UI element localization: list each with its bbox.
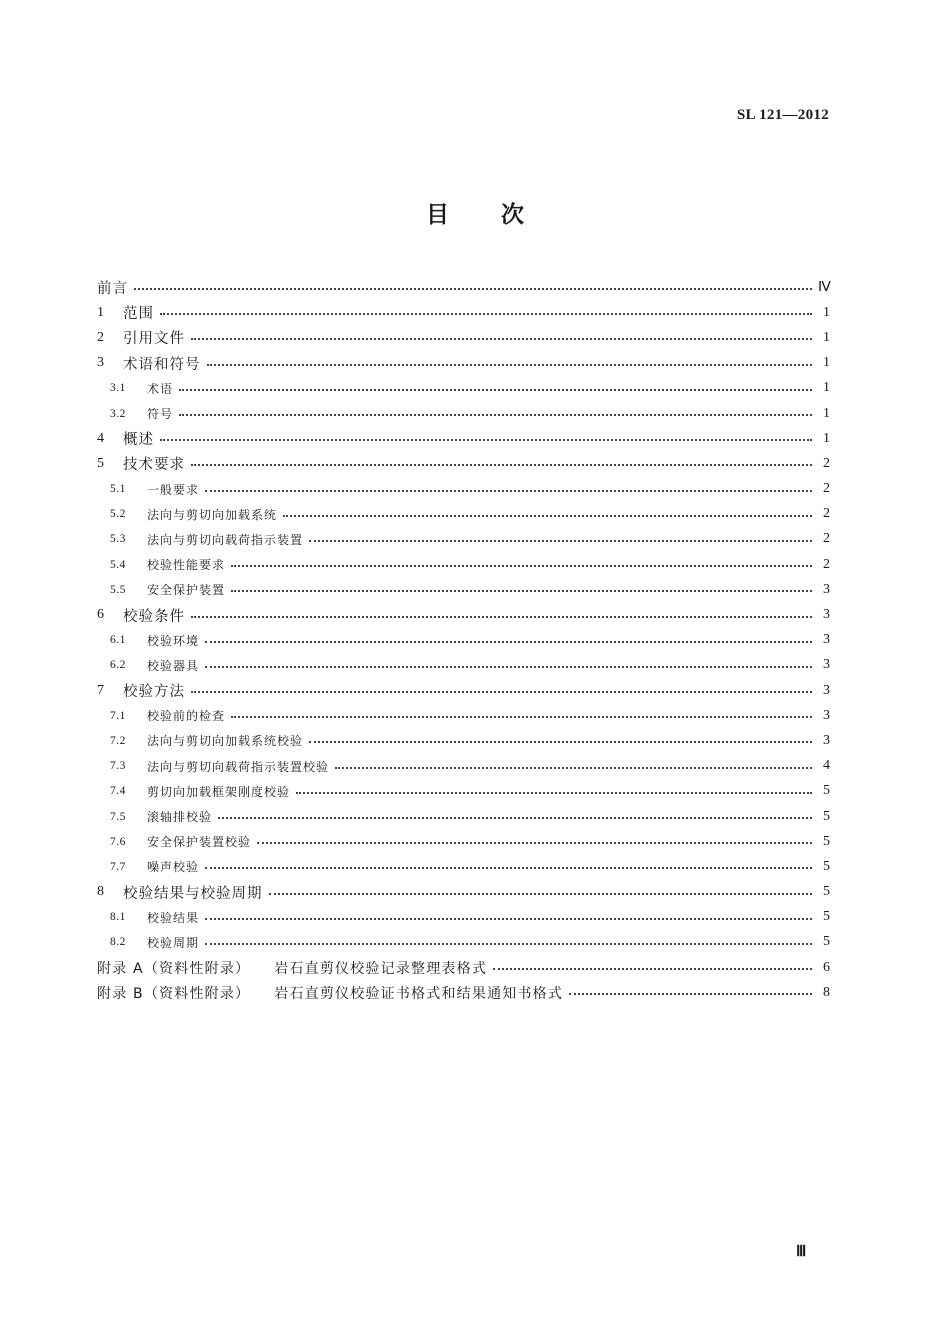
toc-entry-number: 5.1 — [110, 483, 126, 496]
toc-entry[interactable] — [97, 628, 830, 653]
toc-entry-number: 7.6 — [110, 835, 126, 848]
toc-entry-page: 8 — [823, 984, 830, 1000]
dot-leader — [205, 943, 812, 945]
dot-leader — [179, 389, 812, 391]
toc-entry-title: 术语和符号 — [123, 356, 201, 373]
toc-entry-title: 校验环境 — [147, 633, 200, 648]
toc-entry-page: 2 — [823, 556, 830, 572]
toc-entry[interactable] — [97, 602, 830, 627]
toc-entry-title: 安全保护装置校验 — [147, 835, 252, 850]
toc-entry-number: 5.2 — [110, 508, 126, 521]
dot-leader — [205, 918, 812, 920]
toc-entry-title: 校验前的检查 — [147, 709, 226, 724]
toc-entry-number: 5 — [97, 455, 104, 471]
toc-entry[interactable] — [97, 577, 830, 602]
toc-entry-page: 2 — [823, 455, 830, 471]
dot-leader — [335, 767, 812, 769]
toc-entry[interactable] — [97, 376, 830, 401]
toc-entry-title: 法向与剪切向加载系统校验 — [147, 734, 304, 749]
page-number: Ⅲ — [796, 1244, 807, 1260]
toc-entry-number: 7.2 — [110, 734, 126, 747]
toc-entry-title: 技术要求 — [123, 457, 185, 474]
toc-entry-number: 6.2 — [110, 659, 126, 672]
page-title-char-2: 次 — [501, 202, 524, 228]
toc-entry[interactable] — [97, 905, 830, 930]
toc-entry-number: 4 — [97, 430, 104, 446]
toc-entry[interactable] — [97, 754, 830, 779]
toc-entry-page: 3 — [823, 581, 830, 597]
toc-entry-title: 前言 — [97, 281, 128, 298]
appendix-label: 附录 A（资料性附录） — [97, 960, 251, 977]
dot-leader — [309, 741, 812, 743]
toc-entry[interactable] — [97, 880, 830, 905]
page-title-char-1: 目 — [426, 202, 449, 228]
toc-appendix-entry[interactable] — [97, 955, 830, 980]
appendix-title: 岩石直剪仪校验记录整理表格式 — [274, 960, 488, 977]
dot-leader — [231, 590, 812, 592]
toc-entry[interactable] — [97, 653, 830, 678]
toc-entry-title: 校验条件 — [123, 608, 185, 625]
toc-entry-number: 7.5 — [110, 810, 126, 823]
toc-entry[interactable] — [97, 930, 830, 955]
toc-entry[interactable] — [97, 703, 830, 728]
toc-entry[interactable] — [97, 401, 830, 426]
toc-entry-page: 5 — [823, 909, 830, 925]
toc-entry-title: 引用文件 — [123, 331, 185, 348]
dot-leader — [191, 691, 812, 693]
dot-leader — [283, 515, 812, 517]
toc-entry-page: 1 — [823, 380, 830, 396]
toc-entry-page: 3 — [823, 682, 830, 698]
toc-entry-page: 5 — [823, 858, 830, 874]
dot-leader — [205, 641, 812, 643]
dot-leader — [218, 817, 812, 819]
toc-entry-title: 校验结果与校验周期 — [123, 885, 263, 902]
toc-entry[interactable] — [97, 275, 830, 300]
toc-entry[interactable] — [97, 351, 830, 376]
toc-entry-title: 范围 — [123, 306, 154, 323]
dot-leader — [569, 993, 812, 995]
toc-entry-page: 5 — [823, 783, 830, 799]
toc-entry-title: 安全保护装置 — [147, 583, 226, 598]
toc-entry-page: 5 — [823, 833, 830, 849]
appendix-label: 附录 B（资料性附录） — [97, 985, 251, 1002]
toc-entry-page: 3 — [823, 707, 830, 723]
dot-leader — [160, 439, 812, 441]
page-title — [0, 196, 950, 229]
dot-leader — [269, 893, 813, 895]
toc-entry-page: 4 — [823, 758, 830, 774]
toc-entry[interactable] — [97, 502, 830, 527]
dot-leader — [257, 842, 812, 844]
dot-leader — [205, 490, 812, 492]
toc-entry-page: Ⅳ — [818, 280, 831, 296]
toc-entry-number: 3 — [97, 355, 104, 371]
toc-entry-page: 3 — [823, 732, 830, 748]
toc-entry-title: 术语 — [147, 381, 174, 396]
toc-entry-number: 5.5 — [110, 583, 126, 596]
toc-entry-number: 6 — [97, 607, 104, 623]
toc-entry[interactable] — [97, 325, 830, 350]
dot-leader — [134, 288, 812, 290]
toc-entry-page: 3 — [823, 657, 830, 673]
dot-leader — [191, 616, 812, 618]
toc-entry[interactable] — [97, 854, 830, 879]
dot-leader — [493, 968, 812, 970]
toc-entry-number: 8 — [97, 884, 104, 900]
toc-entry-title: 校验器具 — [147, 658, 200, 673]
toc-entry-number: 3.1 — [110, 382, 126, 395]
toc-entry-title: 滚轴排校验 — [147, 810, 213, 825]
dot-leader — [205, 666, 812, 668]
toc-entry-number: 7.7 — [110, 860, 126, 873]
dot-leader — [231, 716, 812, 718]
dot-leader — [205, 867, 812, 869]
toc-entry-title: 一般要求 — [147, 482, 200, 497]
toc-entry-page: 6 — [823, 959, 830, 975]
toc-entry-page: 2 — [823, 481, 830, 497]
toc-entry-title: 法向与剪切向载荷指示装置 — [147, 532, 304, 547]
toc-entry[interactable] — [97, 678, 830, 703]
toc-entry[interactable] — [97, 804, 830, 829]
toc-entry-title: 概述 — [123, 432, 154, 449]
toc-entry-number: 2 — [97, 329, 104, 345]
toc-entry-title: 符号 — [147, 407, 174, 422]
toc-appendix-entry[interactable] — [97, 980, 830, 1005]
dot-leader — [296, 792, 812, 794]
dot-leader — [191, 338, 812, 340]
toc-entry-page: 5 — [823, 934, 830, 950]
toc-entry-number: 5.4 — [110, 558, 126, 571]
toc-entry[interactable] — [97, 552, 830, 577]
toc-entry-number: 8.1 — [110, 911, 126, 924]
standard-code: SL 121—2012 — [736, 107, 829, 123]
toc-entry-title: 剪切向加载框架刚度校验 — [147, 784, 291, 799]
dot-leader — [231, 565, 812, 567]
toc-entry-page: 5 — [823, 884, 830, 900]
toc-entry-number: 7.3 — [110, 760, 126, 773]
table-of-contents — [97, 275, 830, 1005]
toc-entry[interactable] — [97, 426, 830, 451]
dot-leader — [160, 313, 812, 315]
toc-entry[interactable] — [97, 451, 830, 476]
toc-entry-title: 校验周期 — [147, 935, 200, 950]
appendix-title: 岩石直剪仪校验证书格式和结果通知书格式 — [274, 985, 564, 1002]
toc-entry-page: 5 — [823, 808, 830, 824]
toc-entry-title: 法向与剪切向载荷指示装置校验 — [147, 759, 330, 774]
toc-entry[interactable] — [97, 300, 830, 325]
toc-entry-page: 2 — [823, 531, 830, 547]
toc-entry-page: 2 — [823, 506, 830, 522]
toc-entry-title: 校验方法 — [123, 684, 185, 701]
toc-entry-number: 1 — [97, 304, 104, 320]
toc-entry-number: 3.2 — [110, 407, 126, 420]
dot-leader — [207, 364, 813, 366]
toc-entry-page: 3 — [823, 607, 830, 623]
toc-entry-page: 1 — [823, 405, 830, 421]
toc-entry-number: 7.4 — [110, 785, 126, 798]
toc-entry-page: 1 — [823, 355, 830, 371]
toc-entry-page: 3 — [823, 632, 830, 648]
toc-entry-title: 校验结果 — [147, 910, 200, 925]
toc-entry-page: 1 — [823, 329, 830, 345]
dot-leader — [179, 414, 812, 416]
toc-entry-number: 5.3 — [110, 533, 126, 546]
toc-entry-number: 7 — [97, 682, 104, 698]
toc-entry-number: 6.1 — [110, 634, 126, 647]
dot-leader — [191, 464, 812, 466]
toc-entry-title: 噪声校验 — [147, 860, 200, 875]
toc-entry-title: 法向与剪切向加载系统 — [147, 507, 278, 522]
toc-entry[interactable] — [97, 829, 830, 854]
toc-entry[interactable] — [97, 477, 830, 502]
toc-entry-page: 1 — [823, 430, 830, 446]
dot-leader — [309, 540, 812, 542]
toc-entry-page: 1 — [823, 304, 830, 320]
toc-entry-number: 8.2 — [110, 936, 126, 949]
toc-entry-title: 校验性能要求 — [147, 558, 226, 573]
toc-entry[interactable] — [97, 728, 830, 753]
toc-entry-number: 7.1 — [110, 709, 126, 722]
toc-entry[interactable] — [97, 527, 830, 552]
toc-entry[interactable] — [97, 779, 830, 804]
